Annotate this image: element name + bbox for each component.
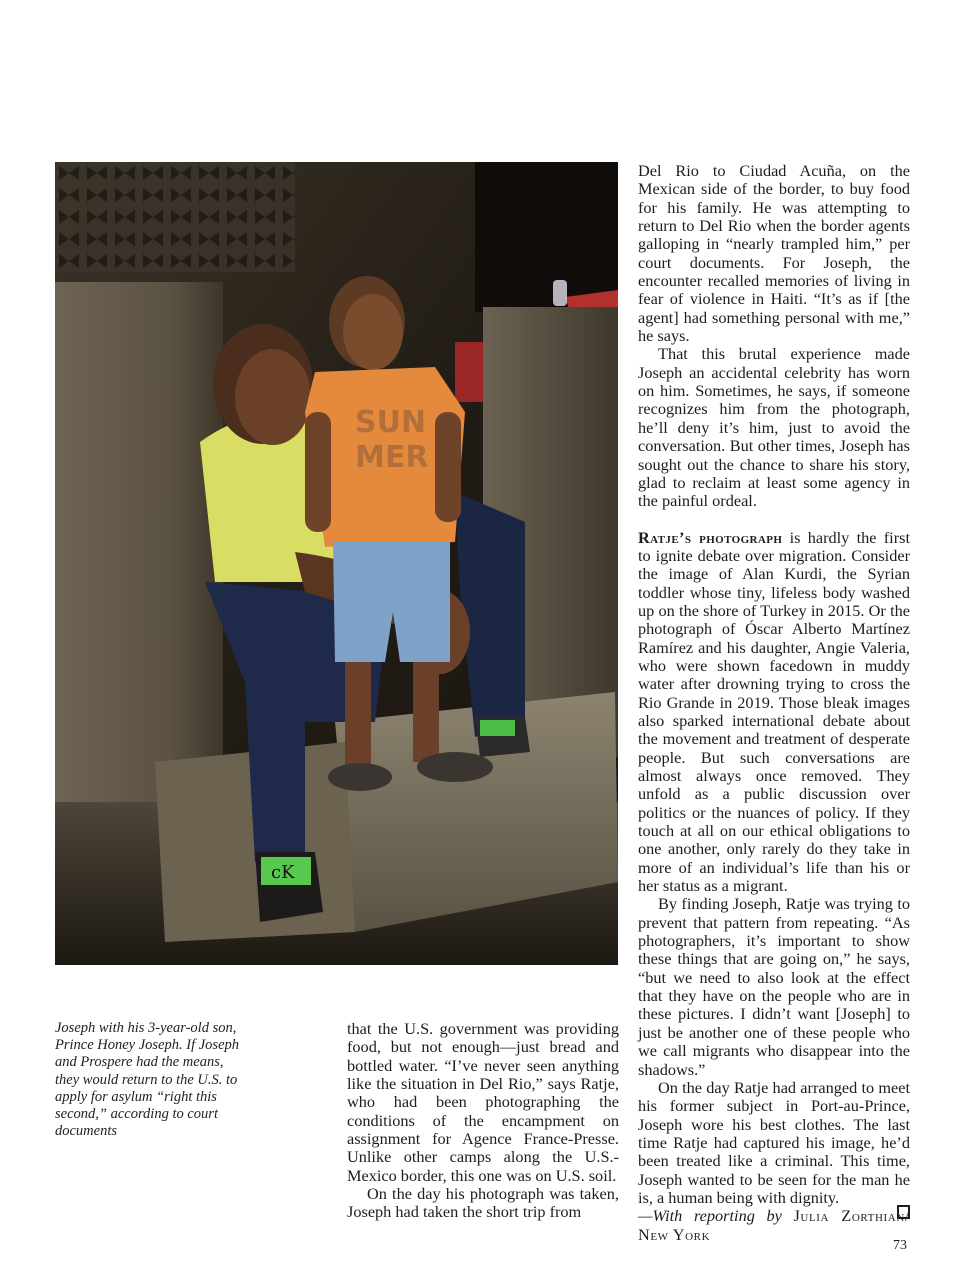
page-number: 73 (893, 1238, 907, 1253)
byline-prefix: —With reporting by (638, 1206, 782, 1226)
byline-name: Julia Zorthian/ New York (638, 1206, 910, 1244)
article-column-right (638, 162, 910, 1244)
photo-caption: Joseph with his 3-year-old son, Prince Honey Joseph. If Joseph and Prospere had the means, they would return to the U.S. to apply for asylum “right this second,” according to court documents (55, 1020, 240, 1140)
paragraph: that the U.S. government was providing food, but not enough—just bread and bottled water. “I’ve never seen anything like the situation in Del Rio,” says Ratje, who had been photographing the conditions of the encampment on assignment for Agence France-Presse. Unlike other camps along the U.S.-Mexico border, this one was on U.S. soil. (347, 1019, 619, 1185)
paragraph-text: is hardly the first to ignite debate over migration. Consider the image of Alan Kurdi, the Syrian toddler whose tiny, lifeless body washed up on the shore of Turkey in 2015. Or the photograph of Óscar Alberto Martínez Ramírez and his daughter, Angie Valeria, who were shown facedown in muddy water after drowning trying to cross the Rio Grande in 2019. Those bleak images also sparked international debate about the movement and treatment of desperate people. But such conversations are almost always once removed. They unfold as a public discussion over politics or the nuances of policy. If they touch at all on our ethical obligations to one another, only rarely do they take in more of an individual’s life than his or her status as a migrant. (638, 527, 910, 896)
section-lead-in: Ratje’s photograph (638, 527, 783, 547)
end-mark-icon (897, 1205, 910, 1219)
paragraph: On the day Ratje had arranged to meet his former subject in Port-au-Prince, Joseph wore his best clothes. The last time Ratje had captured his image, he’d been treated like a criminal. This time, Joseph wanted to be seen for the man he is, a human being with dignity. (638, 1077, 910, 1207)
article-column-left (347, 1020, 619, 1222)
svg-text:SUN: SUN (355, 405, 427, 440)
shoe-logo-text: cK (271, 862, 295, 883)
paragraph: That this brutal experience made Joseph an accidental celebrity has worn on him. Sometimes, he says, if someone recognizes him from the photograph, he’ll deny it’s him, just to avoid the conversation. But other times, Joseph has sought out the chance to share his story, glad to reclaim at least some agency in the painful ordeal. (638, 344, 910, 511)
article-photo (55, 162, 618, 965)
paragraph: On the day his photograph was taken, Joseph had taken the short trip from (347, 1184, 619, 1222)
svg-text:MER: MER (355, 440, 429, 475)
section-paragraph (638, 529, 910, 896)
byline (638, 1207, 910, 1244)
paragraph: Del Rio to Ciudad Acuña, on the Mexican side of the border, to buy food for his family. He was attempting to return to Del Rio when the border agents galloping in “nearly trampled him,” per court documents. For Joseph, the encounter recalled memories of living in fear of violence in Haiti. “It’s as if [the agent] had something personal with me,” he says. (638, 161, 910, 346)
paragraph: By finding Joseph, Ratje was trying to prevent that pattern from repeating. “As photographers, it’s important to show these things that are going on,” he says, “but we need to also look at the effect that they have on the people who are in these pictures. I didn’t want [Joseph] to just be another one of these people who we call migrants who disappear into the shadows.” (638, 894, 910, 1079)
photo-illustration (55, 162, 618, 965)
